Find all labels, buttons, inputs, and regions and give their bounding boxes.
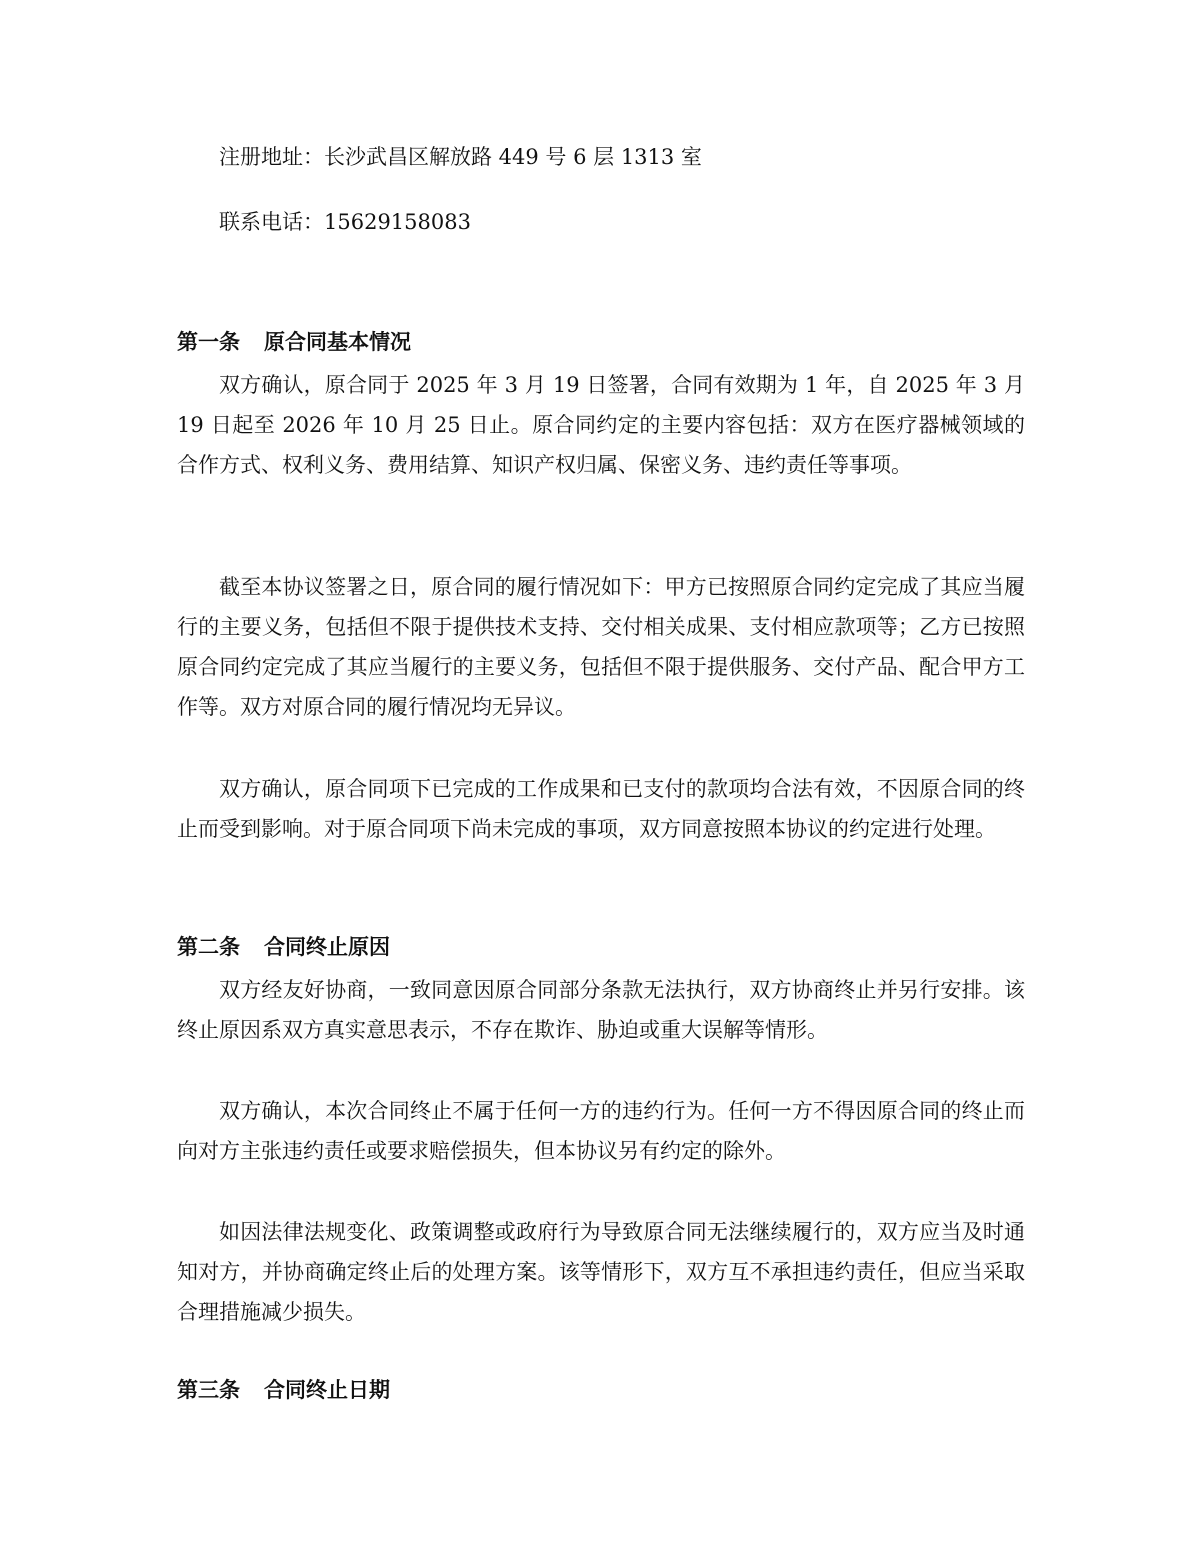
article-1-title: 原合同基本情况 <box>264 330 411 354</box>
article-1-paragraph-2: 截至本协议签署之日，原合同的履行情况如下：甲方已按照原合同约定完成了其应当履行的主要义务，包括但不限于提供技术支持、交付相关成果、支付相应款项等；乙方已按照原合同约定完成了其应当履行的主要义务，包括但不限于提供服务、交付产品、配合甲方工作等。双方对原合同的履行情况均无异议。 <box>177 575 1025 719</box>
article-2-paragraph-3: 如因法律法规变化、政策调整或政府行为导致原合同无法继续履行的，双方应当及时通知对方，并协商确定终止后的处理方案。该等情形下，双方互不承担违约责任，但应当采取合理措施减少损失。 <box>177 1220 1025 1324</box>
article-1-paragraph-3: 双方确认，原合同项下已完成的工作成果和已支付的款项均合法有效，不因原合同的终止而受到影响。对于原合同项下尚未完成的事项，双方同意按照本协议的约定进行处理。 <box>177 777 1025 841</box>
article-3-title: 合同终止日期 <box>264 1378 390 1402</box>
article-2-paragraph-2: 双方确认，本次合同终止不属于任何一方的违约行为。任何一方不得因原合同的终止而向对方主张违约责任或要求赔偿损失，但本协议另有约定的除外。 <box>177 1099 1025 1163</box>
registered-address: 注册地址：长沙武昌区解放路 449 号 6 层 1313 室 <box>219 145 702 169</box>
article-2-heading <box>177 932 390 962</box>
article-1-number: 第一条 <box>177 330 240 354</box>
article-3-number: 第三条 <box>177 1378 240 1402</box>
article-3-heading <box>177 1375 390 1405</box>
article-2-number: 第二条 <box>177 935 240 959</box>
article-1-heading <box>177 327 411 357</box>
article-2-paragraph-1: 双方经友好协商，一致同意因原合同部分条款无法执行，双方协商终止并另行安排。该终止原因系双方真实意思表示，不存在欺诈、胁迫或重大误解等情形。 <box>177 978 1025 1042</box>
article-1-paragraph-1: 双方确认，原合同于 2025 年 3 月 19 日签署，合同有效期为 1 年，自 2025 年 3 月 19 日起至 2026 年 10 月 25 日止。原合同约定的主要内容包括：双方在医疗器械领域的合作方式、权利义务、费用结算、知识产权归属、保密义务、违约责任等事项。 <box>177 373 1025 477</box>
article-2-title: 合同终止原因 <box>264 935 390 959</box>
contact-phone: 联系电话：15629158083 <box>219 210 471 234</box>
